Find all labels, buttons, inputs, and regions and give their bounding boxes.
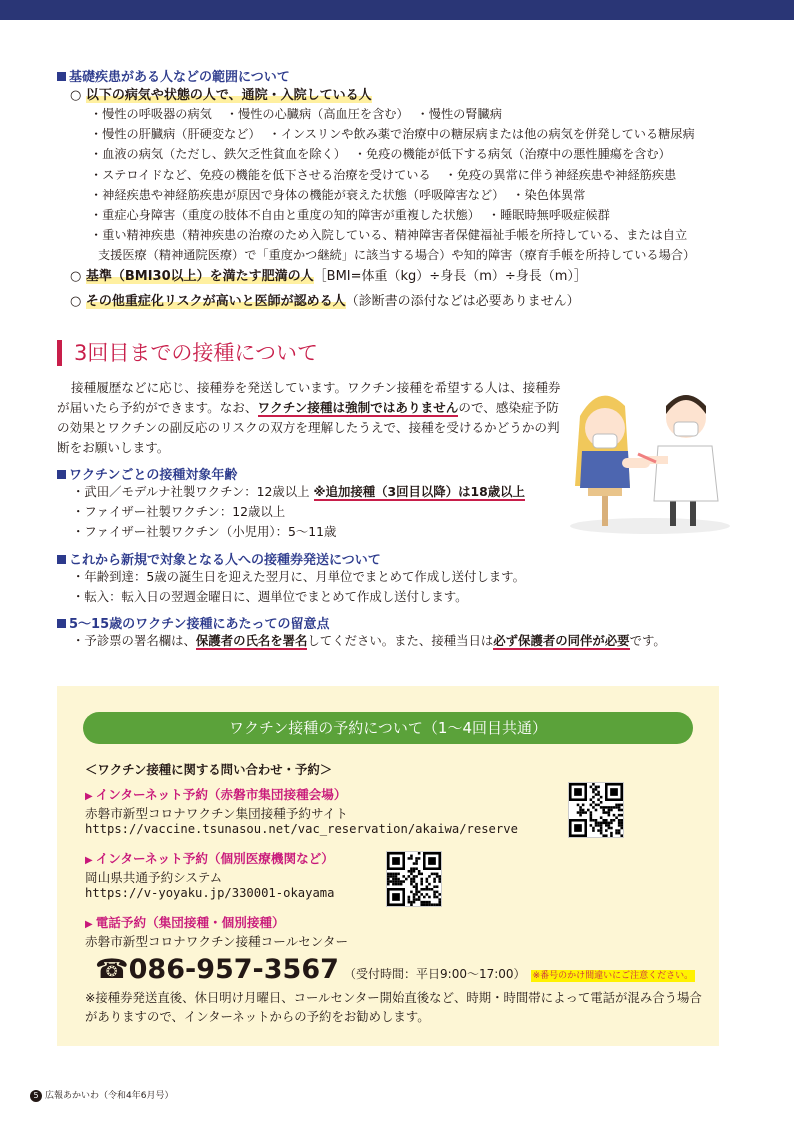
inquiry-label: ＜ワクチン接種に関する問い合わせ・予約＞	[85, 762, 333, 777]
bmi-line: ○ 基準（BMI30以上）を満たす肥満の人［BMI=体重（kg）÷身長（m）÷身長（m）］	[70, 269, 587, 284]
square-bullet-icon	[57, 72, 66, 81]
phone-note: ※接種券発送直後、休日明け月曜日、コールセンター開始直後など、時期・時間帯によって電話が混み合う場合がありますので、インターネットからの予約をお勧めします。	[85, 990, 702, 1024]
vaccination-illustration	[560, 376, 740, 536]
qr-code-icon[interactable]	[568, 782, 624, 838]
phone-number[interactable]: ☎086-957-3567	[95, 954, 339, 985]
reservation-phone: ▶ 電話予約（集団接種・個別接種） 赤磐市新型コロナワクチン接種コールセンター	[85, 915, 349, 949]
list-item: ・年齢到達：5歳の誕生日を迎えた翌月に、月単位でまとめて作成し送付します。	[72, 569, 525, 584]
intro-paragraph: 接種履歴などに応じ、接種券を発送しています。ワクチン接種を希望する人は、接種券が届いたら予約ができます。なお、ワクチン接種は強制ではありませんので、感染症予防の効果とワクチンの副反応のリスクの双方を理解したうえで、接種を受けるかどうかの判断をお願いします。	[57, 380, 561, 455]
reservation-link[interactable]: https://vaccine.tsunasou.net/vac_reservation/akaiwa/reserve	[85, 822, 518, 836]
section-title: 3回目までの接種について	[57, 340, 318, 366]
list-item: ・免疫の機能が低下する病気（治療中の悪性腫瘍を含む）	[353, 147, 671, 162]
voucher-heading: これから新規で対象となる人への接種券発送について	[57, 549, 381, 568]
top-bar	[0, 0, 794, 20]
square-bullet-icon	[57, 470, 66, 479]
list-item: ・武田／モデルナ社製ワクチン：12歳以上 ※追加接種（3回目以降）は18歳以上	[72, 484, 525, 499]
list-item: ・慢性の心臓病（高血圧を含む）	[225, 107, 403, 121]
list-item: ・神経疾患や神経筋疾患が原因で身体の機能が衰えた状態（呼吸障害など）	[90, 187, 499, 202]
conditions-line-1: ○ 以下の病気や状態の人で、通院・入院している人	[70, 88, 372, 103]
square-bullet-icon	[57, 555, 66, 564]
phone-line: ☎086-957-3567 （受付時間：平日9:00～17:00） ※番号のかけ間違いにご注意ください。	[95, 954, 694, 985]
doctor-line: ○ その他重症化リスクが高いと医師が認める人（診断書の添付などは必要ありません）	[70, 294, 580, 309]
list-item-row	[90, 205, 730, 225]
list-item: ・慢性の呼吸器の病気	[90, 107, 212, 121]
list-item: ・睡眠時無呼吸症候群	[487, 208, 610, 223]
page-footer: 5 広報あかいわ（令和4年6月号）	[30, 1088, 173, 1102]
list-item-row	[90, 185, 730, 205]
kids-note: ・予診票の署名欄は、保護者の氏名を署名してください。また、接種当日は必ず保護者の同伴が必要です。	[72, 633, 666, 648]
list-item-row	[90, 165, 730, 185]
list-item-row	[90, 124, 730, 144]
voucher-list	[72, 567, 525, 607]
list-item: ・重い精神疾患（精神疾患の治療のため入院している、精神障害者保健福祉手帳を所持している、または自立	[90, 228, 688, 243]
list-item: ・転入：転入日の翌週金曜日に、週単位でまとめて作成し送付します。	[72, 588, 468, 604]
list-item: ・免疫の異常に伴う神経疾患や神経筋疾患	[444, 167, 677, 182]
list-item-continued: 支援医療（精神通院医療）で「重度かつ継続」に該当する場合）や知的障害（療育手帳を所持している場合）	[98, 248, 696, 263]
list-item: ・慢性の腎臓病	[416, 107, 502, 121]
list-item-row	[90, 104, 730, 124]
list-item: ・ファイザー社製ワクチン（小児用）：5～11歳	[72, 523, 337, 539]
triangle-bullet-icon: ▶	[85, 855, 93, 866]
list-item: ・血液の病気（ただし、鉄欠乏性貧血を除く）	[90, 147, 340, 162]
reservation-group-site: ▶ インターネット予約（赤磐市集団接種会場） 赤磐市新型コロナワクチン集団接種予約サイト https://vaccine.tsunasou.net/vac_reservation/akaiwa/reserve	[85, 787, 518, 836]
list-item: ・ファイザー社製ワクチン：12歳以上	[72, 503, 286, 519]
square-bullet-icon	[57, 619, 66, 628]
triangle-bullet-icon: ▶	[85, 791, 93, 802]
age-list	[72, 482, 525, 541]
reservation-title: ワクチン接種の予約について（1～4回目共通）	[83, 712, 693, 744]
list-item: ・ステロイドなど、免疫の機能を低下させる治療を受けている	[90, 167, 431, 182]
list-item: ・インスリンや飲み薬で治療中の糖尿病または他の病気を併発している糖尿病	[268, 127, 695, 142]
list-item: ・重症心身障害（重度の肢体不自由と重度の知的障害が重複した状態）	[90, 208, 474, 223]
kids-heading: 5～15歳のワクチン接種にあたっての留意点	[57, 613, 330, 632]
list-item: ・慢性の肝臓病（肝硬変など）	[90, 127, 255, 142]
page-number: 5	[30, 1090, 42, 1102]
triangle-bullet-icon: ▶	[85, 919, 93, 930]
underlying-conditions-heading: 基礎疾患がある人などの範囲について	[57, 66, 290, 85]
list-item: ・染色体異常	[512, 187, 586, 202]
conditions-list	[90, 104, 730, 266]
list-item-row	[90, 144, 730, 164]
reservation-link[interactable]: https://v-yoyaku.jp/330001-okayama	[85, 886, 335, 900]
qr-code-icon[interactable]	[386, 851, 442, 907]
age-heading: ワクチンごとの接種対象年齢	[57, 464, 237, 483]
reservation-individual: ▶ インターネット予約（個別医療機関など） 岡山県共通予約システム https://v-yoyaku.jp/330001-okayama	[85, 851, 335, 900]
